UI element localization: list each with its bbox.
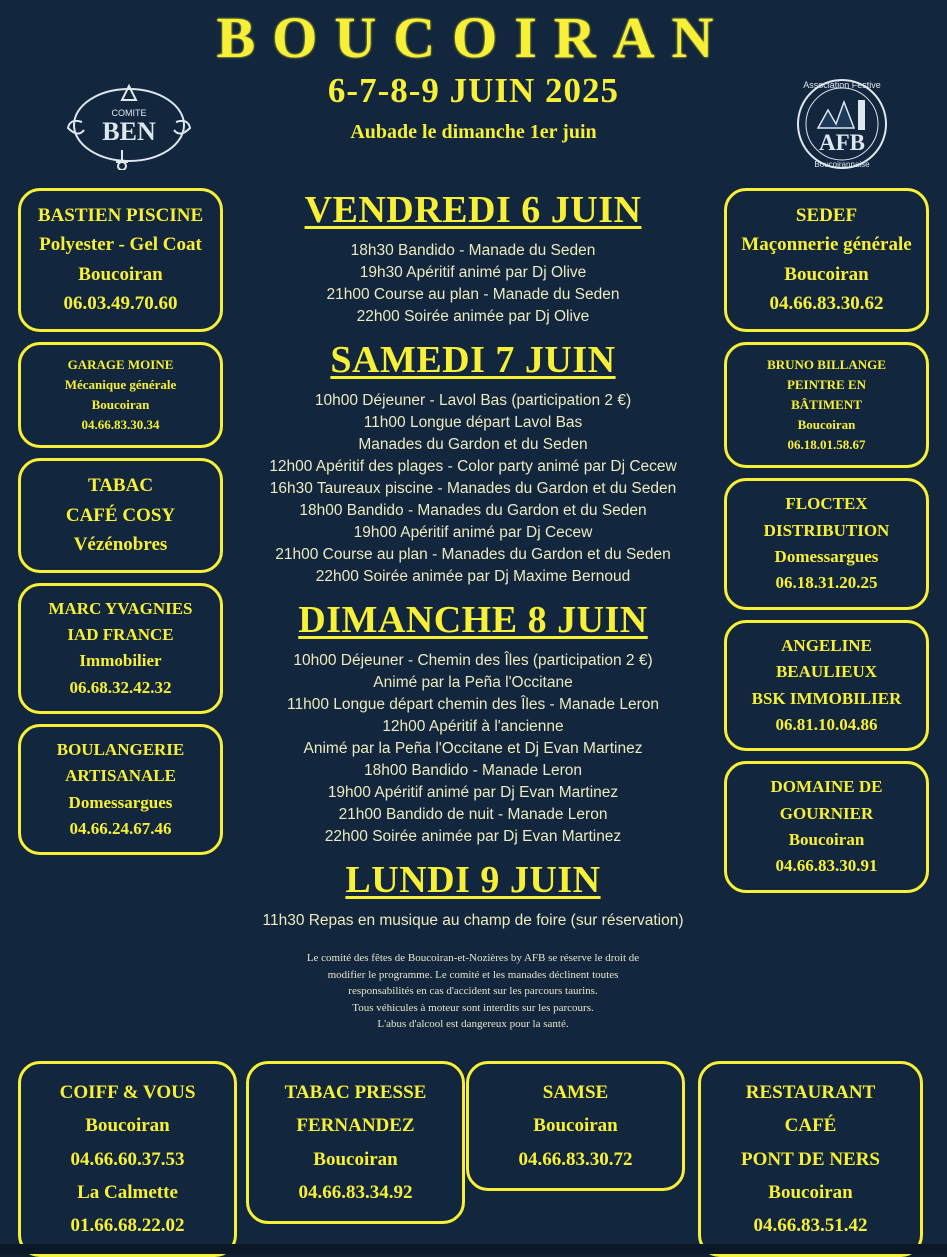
- event-line: 22h00 Soirée animée par Dj Evan Martinez: [324, 828, 622, 845]
- svg-text:COMITE: COMITE: [111, 108, 147, 118]
- afb-logo: [780, 72, 905, 177]
- sponsor-line: GOURNIER: [779, 803, 874, 823]
- sponsor-line: Maçonnerie générale: [741, 234, 912, 256]
- event-line: 19h30 Apéritif animé par Dj Olive: [359, 264, 587, 281]
- day-title-vendredi: VENDREDI 6 JUIN: [304, 189, 642, 231]
- sponsor-phone: 06.18.31.20.25: [775, 573, 878, 593]
- sponsor-phone: 04.66.83.30.91: [775, 856, 878, 876]
- sponsor-line: Boucoiran: [78, 263, 163, 285]
- sponsor-bastien-piscine: [18, 188, 223, 332]
- svg-text:AFB: AFB: [819, 130, 865, 155]
- sponsor-tabac-presse-fernandez: [246, 1061, 465, 1224]
- legal-line: responsabilités en cas d'accident sur les parcours taurins.: [348, 985, 598, 997]
- sponsor-bruno-billange: [724, 342, 929, 469]
- sponsor-line: DISTRIBUTION: [763, 520, 890, 540]
- sponsor-line: BRUNO BILLANGE: [767, 356, 886, 372]
- sponsor-line: GARAGE MOINE: [67, 356, 174, 372]
- sponsor-line: BASTIEN PISCINE: [37, 205, 204, 226]
- sponsor-line: Boucoiran: [85, 1115, 170, 1137]
- sponsors-bottom-row: [18, 1061, 929, 1236]
- svg-text:Association Festive: Association Festive: [803, 80, 881, 90]
- event-line: 19h00 Apéritif animé par Dj Cecew: [353, 524, 593, 541]
- sponsor-line: IAD FRANCE: [67, 624, 174, 644]
- event-line: 21h00 Course au plan - Manade du Seden: [326, 286, 620, 303]
- sponsor-line: PONT DE NERS: [740, 1148, 880, 1170]
- event-line: 18h00 Bandido - Manade Leron: [363, 762, 583, 779]
- sponsor-phone: 04.66.83.30.34: [81, 417, 160, 433]
- sponsor-restaurant-pont-de-ners: [698, 1061, 923, 1257]
- sponsor-phone: 04.66.83.51.42: [753, 1215, 868, 1236]
- festival-dates: 6-7-8-9 JUIN 2025: [327, 70, 620, 110]
- sponsor-line: Boucoiran: [768, 1181, 853, 1203]
- sponsor-tabac-cafe-cosy: [18, 458, 223, 572]
- sponsor-line: Domessargues: [774, 547, 879, 567]
- event-line: 21h00 Course au plan - Manades du Gardon et du Seden: [275, 546, 671, 563]
- svg-text:Boucoirannaise: Boucoirannaise: [814, 160, 870, 169]
- sponsor-line: MARC YVAGNIES: [48, 598, 193, 618]
- legal-line: Le comité des fêtes de Boucoiran-et-Nozières by AFB se réserve le droit de: [306, 952, 640, 964]
- sponsor-line: Polyester - Gel Coat: [39, 234, 202, 256]
- sponsor-floctex: [724, 478, 929, 609]
- sponsor-line: Boucoiran: [784, 263, 869, 285]
- sponsor-line: Boucoiran: [797, 417, 856, 433]
- program-column: [228, 188, 718, 1033]
- event-line: 10h00 Déjeuner - Chemin des Îles (participation 2 €): [293, 652, 653, 669]
- sponsor-garage-moine: [18, 342, 223, 449]
- sponsor-phone: 04.66.83.30.72: [518, 1148, 633, 1170]
- legal-line: Tous véhicules à moteur sont interdits sur les parcours.: [352, 1001, 594, 1014]
- sponsor-line: Boucoiran: [533, 1115, 618, 1137]
- legal-line: modifier le programme. Le comité et les manades déclinent toutes: [327, 968, 619, 981]
- sponsor-marc-yvagnies: [18, 583, 223, 714]
- sponsor-phone: 06.03.49.70.60: [63, 293, 178, 315]
- sponsor-boulangerie-artisanale: [18, 724, 223, 855]
- sponsor-phone: 04.66.24.67.46: [69, 819, 172, 839]
- event-line: 11h00 Longue départ chemin des Îles - Manade Leron: [287, 696, 659, 713]
- event-line: 10h00 Déjeuner - Lavol Bas (participation 2 €): [314, 392, 632, 409]
- event-line: 18h00 Bandido - Manades du Gardon et du Seden: [299, 502, 647, 519]
- sponsor-coiff-et-vous: [18, 1061, 237, 1257]
- sponsors-left-column: [18, 188, 223, 865]
- sponsor-line: FERNANDEZ: [296, 1115, 415, 1137]
- sponsor-line: Immobilier: [79, 651, 162, 671]
- sponsor-sedef: [724, 188, 929, 332]
- event-line: 12h00 Apéritif des plages - Color party animé par Dj Cecew: [269, 458, 677, 475]
- aubade-note: Aubade le dimanche 1er juin: [350, 120, 597, 143]
- event-line: 11h30 Repas en musique au champ de foire (sur réservation): [262, 912, 684, 929]
- legal-line: L'abus d'alcool est dangereux pour la santé.: [377, 1018, 569, 1030]
- day-events-samedi: [228, 390, 718, 588]
- event-line: 12h00 Apéritif à l'ancienne: [382, 718, 564, 735]
- day-title-dimanche: DIMANCHE 8 JUIN: [298, 599, 648, 641]
- sponsor-line: Mécanique générale: [64, 376, 177, 392]
- svg-text:BEN: BEN: [102, 117, 156, 146]
- sponsor-line: Vézénobres: [73, 534, 168, 556]
- event-line: Manades du Gardon et du Seden: [358, 436, 588, 453]
- sponsor-line: ANGELINE: [781, 635, 872, 655]
- sponsor-phone: 04.66.60.37.53: [70, 1148, 185, 1170]
- day-title-lundi: LUNDI 9 JUIN: [345, 859, 601, 901]
- sponsors-right-column: [724, 188, 929, 903]
- sponsor-line: BEAULIEUX: [775, 662, 878, 682]
- sponsor-line: SEDEF: [795, 205, 858, 226]
- sponsor-line: BÂTIMENT: [791, 397, 862, 413]
- sponsor-line: SAMSE: [542, 1082, 609, 1103]
- sponsor-phone: 04.66.83.30.62: [769, 293, 884, 315]
- sponsor-angeline-beaulieux: [724, 620, 929, 751]
- sponsor-line: BSK IMMOBILIER: [751, 688, 902, 708]
- sponsor-line: TABAC PRESSE: [284, 1082, 427, 1103]
- sponsor-line: Domessargues: [68, 792, 173, 812]
- sponsor-line: RESTAURANT: [745, 1082, 876, 1103]
- sponsor-line: PEINTRE EN: [786, 376, 867, 392]
- day-title-samedi: SAMEDI 7 JUIN: [330, 339, 616, 381]
- event-line: 11h00 Longue départ Lavol Bas: [363, 414, 583, 431]
- day-events-lundi: [228, 910, 718, 932]
- day-events-dimanche: [228, 650, 718, 848]
- event-line: 21h00 Bandido de nuit - Manade Leron: [338, 806, 608, 823]
- sponsor-phone: 06.68.32.42.32: [69, 677, 172, 697]
- event-line: 22h00 Soirée animée par Dj Olive: [356, 308, 590, 325]
- sponsor-line: CAFÉ COSY: [65, 504, 176, 526]
- event-line: Animé par la Peña l'Occitane: [373, 674, 573, 691]
- day-events-vendredi: [228, 240, 718, 328]
- event-line: 22h00 Soirée animée par Dj Maxime Bernoud: [315, 568, 631, 585]
- sponsor-line: COIFF & VOUS: [59, 1082, 196, 1103]
- sponsor-line: ARTISANALE: [65, 766, 176, 786]
- sponsor-phone: 06.18.01.58.67: [787, 437, 866, 453]
- sponsor-line: Boucoiran: [788, 829, 865, 849]
- sponsor-line: CAFÉ: [784, 1115, 837, 1137]
- sponsor-phone: 06.81.10.04.86: [775, 714, 878, 734]
- sponsor-domaine-de-gournier: [724, 761, 929, 892]
- sponsor-samse: [466, 1061, 685, 1191]
- comite-ben-logo: [62, 78, 197, 170]
- sponsor-line: BOULANGERIE: [56, 740, 185, 759]
- sponsor-line: TABAC: [87, 475, 154, 497]
- sponsor-line: Boucoiran: [91, 397, 150, 413]
- legal-notice: [228, 950, 718, 1033]
- event-line: 18h30 Bandido - Manade du Seden: [350, 242, 596, 259]
- sponsor-line: La Calmette: [77, 1181, 178, 1203]
- sponsor-phone: 04.66.83.34.92: [298, 1181, 413, 1203]
- event-line: 16h30 Taureaux piscine - Manades du Gardon et du Seden: [269, 480, 677, 497]
- sponsor-line: FLOCTEX: [785, 494, 868, 514]
- sponsor-line: Boucoiran: [313, 1148, 398, 1170]
- page-title: BOUCOIRAN: [216, 5, 731, 70]
- event-line: Animé par la Peña l'Occitane et Dj Evan Martinez: [303, 740, 643, 757]
- event-line: 19h00 Apéritif animé par Dj Evan Martinez: [327, 784, 619, 801]
- sponsor-phone: 01.66.68.22.02: [70, 1215, 185, 1236]
- sponsor-line: DOMAINE DE: [770, 777, 883, 797]
